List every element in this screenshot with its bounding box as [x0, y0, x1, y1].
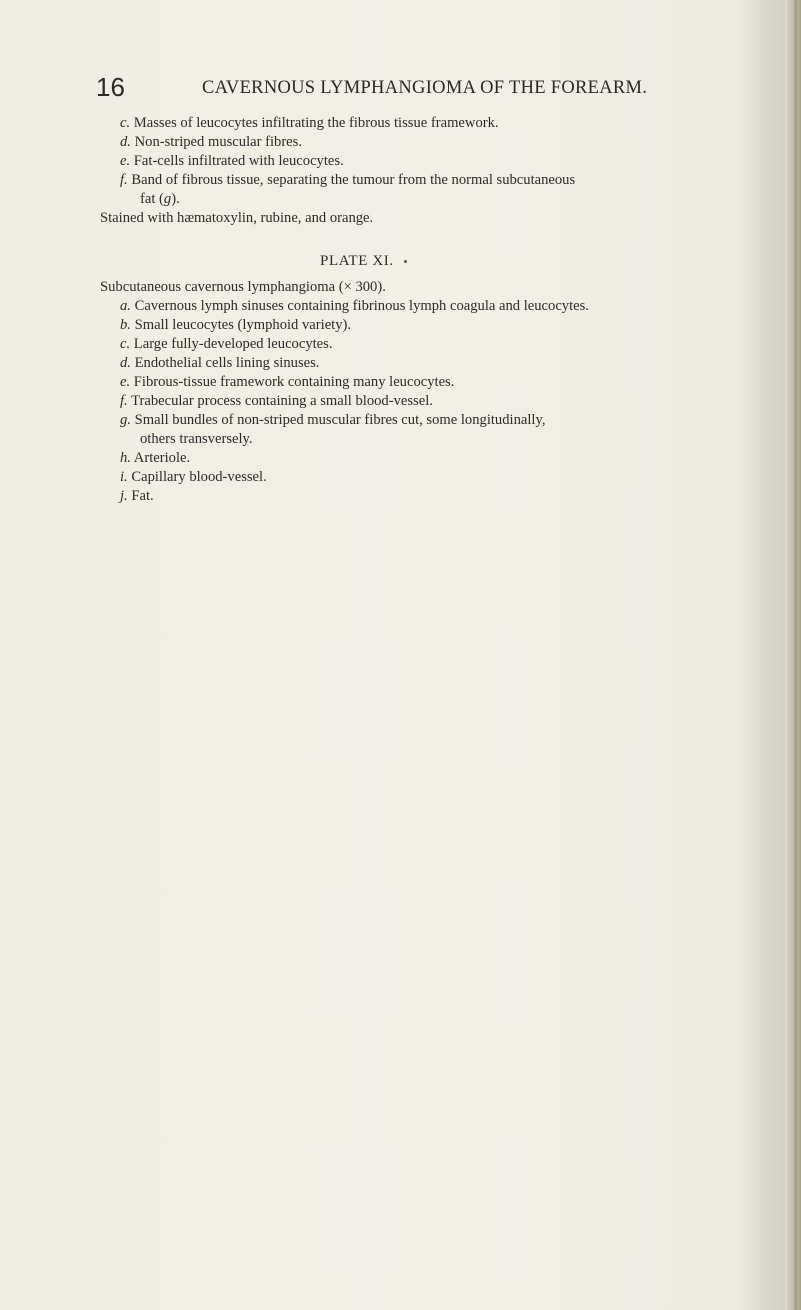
- legend-item-e: e. Fat-cells infiltrated with leucocytes.: [120, 153, 344, 169]
- plate-item-h: h. Arteriole.: [120, 450, 191, 466]
- stain-note: Stained with hæmatoxylin, rubine, and orange.: [100, 210, 374, 226]
- plate-item-i: i. Capillary blood-vessel.: [120, 469, 267, 485]
- legend-item-f-continuation: fat (g).: [140, 191, 180, 207]
- legend-item-c: c. Masses of leucocytes infiltrating the fibrous tissue framework.: [120, 115, 499, 131]
- plate-item-j: j. Fat.: [120, 488, 154, 504]
- plate-item-b: b. Small leucocytes (lymphoid variety).: [120, 317, 352, 333]
- page-number: 16: [96, 72, 125, 102]
- plate-item-e: e. Fibrous-tissue framework containing many leucocytes.: [120, 374, 455, 390]
- plate-item-g: g. Small bundles of non-striped muscular fibres cut, some longitudinally,: [120, 412, 546, 428]
- plate-item-c: c. Large fully-developed leucocytes.: [120, 336, 333, 352]
- plate-item-f: f. Trabecular process containing a small blood-vessel.: [120, 393, 433, 409]
- page-header: [96, 72, 736, 102]
- legend-item-f: f. Band of fibrous tissue, separating the tumour from the normal subcutaneous: [120, 172, 576, 188]
- plate-xi-title: PLATE XI.: [320, 252, 407, 271]
- page-edge-shadow: [794, 0, 797, 1310]
- plate-item-a: a. Cavernous lymph sinuses containing fibrinous lymph coagula and leucocytes.: [120, 298, 589, 314]
- plate-item-g-continuation: others transversely.: [140, 431, 253, 447]
- page-edge: [785, 0, 801, 1310]
- legend-item-d: d. Non-striped muscular fibres.: [120, 134, 302, 150]
- running-title: CAVERNOUS LYMPHANGIOMA OF THE FOREARM.: [202, 78, 648, 98]
- plate-item-d: d. Endothelial cells lining sinuses.: [120, 355, 320, 371]
- stray-mark: [404, 260, 407, 263]
- plate-xi-subtitle: Subcutaneous cavernous lymphangioma (× 300).: [100, 279, 386, 295]
